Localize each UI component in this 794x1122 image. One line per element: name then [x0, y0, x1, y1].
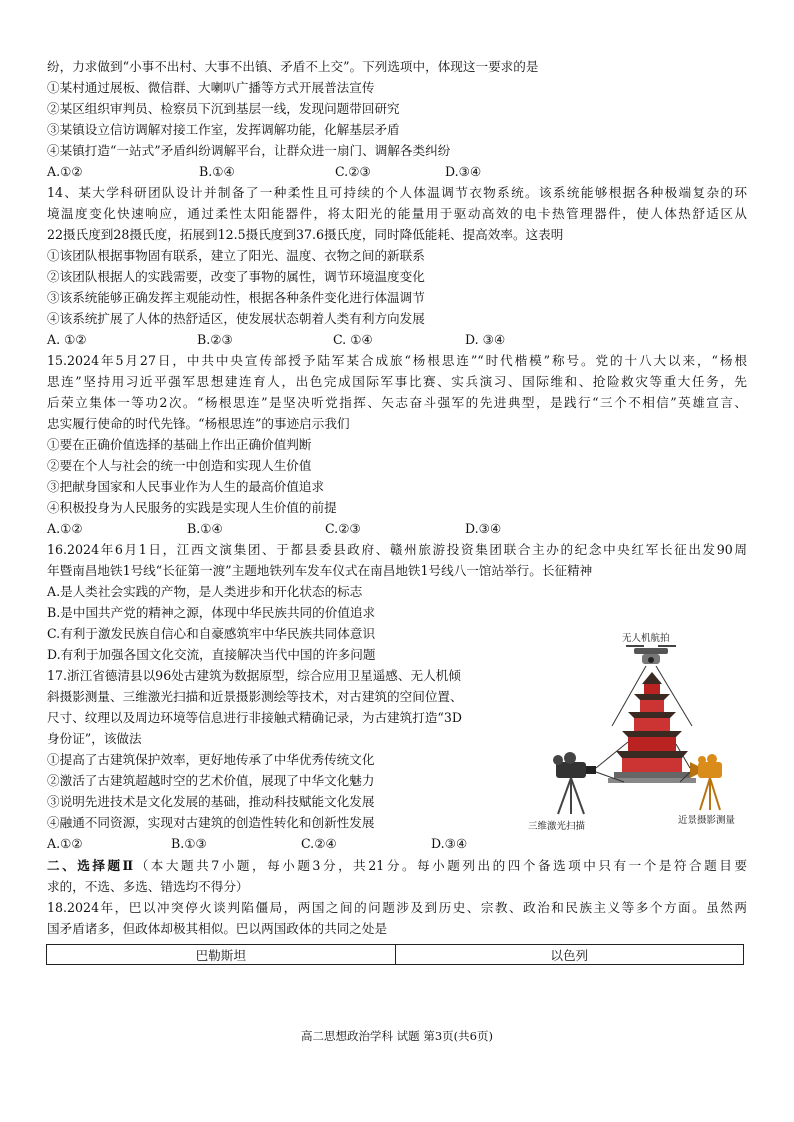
section-2-title: 二、选择题Ⅱ [47, 858, 136, 873]
q17-stem-line-2: 斜摄影测量、三维激光扫描和近景摄影测绘等技术，对古建筑的空间位置、 [47, 689, 463, 704]
section-2-desc-line-2: 求的，不选、多选、错选均不得分） [47, 879, 249, 894]
q14-stem-line-3: 22摄氏度到28摄氏度，拓展到12.5摄氏度到37.6摄氏度，同时降低能耗、提高效率。这表明 [47, 227, 564, 242]
q13-option-a: A.①② [47, 164, 83, 179]
q17-stem-line-4: 身份证”，该做法 [47, 731, 142, 746]
q14-option-b: B.②③ [197, 332, 233, 347]
table-header-israel: 以色列 [395, 945, 744, 965]
q15-statement-2: ②要在个人与社会的统一中创造和实现人生价值 [47, 458, 312, 473]
q15-option-c: C.②③ [325, 521, 361, 536]
table-header-palestine: 巴勒斯坦 [47, 945, 396, 965]
q15-stem-line-2: 思连”坚持用习近平强军思想建连育人，出色完成国际军事比赛、实兵演习、国际维和、抢险救灾等重大任务，先 [47, 374, 747, 389]
q17-option-a: A.①② [47, 836, 83, 851]
q15-option-b: B.①④ [187, 521, 223, 536]
q14-stem-line-1: 14、某大学科研团队设计并制备了一种柔性且可持续的个人体温调节衣物系统。该系统能够根据各种极端复杂的环 [47, 185, 747, 200]
illustration-svg [528, 622, 768, 822]
q13-option-d: D.③④ [445, 164, 482, 179]
q13-statement-2: ②某区组织审判员、检察员下沉到基层一线，发现问题带回研究 [47, 101, 400, 116]
close-range-photo-label: 近景摄影测量 [678, 815, 736, 826]
q17-option-b: B.①③ [171, 836, 207, 851]
q14-statement-4: ④该系统扩展了人体的热舒适区，使发展状态朝着人类有利方向发展 [47, 311, 425, 326]
pagoda-icon [608, 672, 696, 783]
q15-stem-line-1: 15.2024年5月27日，中共中央宣传部授予陆军某合成旅“杨根思连”“时代楷模”称号。党的十八大以来，“杨根 [47, 353, 747, 368]
q18-stem-line-1: 18.2024年，巴以冲突停火谈判陷僵局，两国之间的问题涉及到历史、宗教、政治和民族主义等多个方面。虽然两 [47, 900, 747, 915]
drone-icon [626, 646, 676, 664]
q15-stem-line-4: 忠实履行使命的时代先锋。“杨根思连”的事迹启示我们 [47, 416, 350, 431]
q15-option-a: A.①② [47, 521, 83, 536]
q14-option-d: D. ③④ [465, 332, 506, 347]
section-2-desc-line-1: （本大题共7小题，每小题3分，共21分。每小题列出的四个备选项中只有一个是符合题目要 [135, 858, 747, 873]
q14-statement-1: ①该团队根据事物固有联系，建立了阳光、温度、衣物之间的新联系 [47, 248, 425, 263]
q17-option-c: C.②④ [301, 836, 337, 851]
q17-statement-1: ①提高了古建筑保护效率，更好地传承了中华优秀传统文化 [47, 752, 375, 767]
q17-statement-3: ③说明先进技术是文化发展的基础，推动科技赋能文化发展 [47, 794, 375, 809]
q14-option-c: C. ①④ [333, 332, 373, 347]
q14-statement-3: ③该系统能够正确发挥主观能动性，根据各种条件变化进行体温调节 [47, 290, 425, 305]
drone-label: 无人机航拍 [622, 633, 670, 644]
q15-statement-3: ③把献身国家和人民事业作为人生的最高价值追求 [47, 479, 325, 494]
q13-stem-tail: 纷，力求做到“小事不出村、大事不出镇、矛盾不上交”。下列选项中，体现这一要求的是 [47, 59, 539, 74]
q17-statement-2: ②激活了古建筑超越时空的艺术价值，展现了中华文化魅力 [47, 773, 375, 788]
ancient-building-survey-illustration [528, 622, 768, 832]
q17-option-d: D.③④ [431, 836, 468, 851]
q15-option-d: D.③④ [465, 521, 502, 536]
q17-stem-line-3: 尺寸、纹理以及周边环境等信息进行非接触式精确记录，为古建筑打造“3D [47, 710, 462, 725]
page-footer: 高二思想政治学科 试题 第3页(共6页) [301, 1029, 493, 1043]
q16-option-c: C.有利于激发民族自信心和自豪感筑牢中华民族共同体意识 [47, 626, 376, 641]
q13-option-b: B.①④ [199, 164, 235, 179]
laser-scan-label: 三维激光扫描 [528, 821, 586, 832]
q13-option-c: C.②③ [335, 164, 371, 179]
section-2-heading [47, 855, 747, 876]
q17-stem-line-1: 17.浙江省德清县以96处古建筑为数据原型，综合应用卫星遥感、无人机倾 [47, 668, 461, 683]
q14-option-a: A. ①② [47, 332, 87, 347]
q13-statement-3: ③某镇设立信访调解对接工作室，发挥调解功能，化解基层矛盾 [47, 122, 400, 137]
q13-statement-1: ①某村通过展板、微信群、大喇叭广播等方式开展普法宣传 [47, 80, 375, 95]
q15-statement-1: ①要在正确价值选择的基础上作出正确价值判断 [47, 437, 312, 452]
q15-stem-line-3: 后荣立集体一等功2次。“杨根思连”是坚决听党指挥、矢志奋斗强军的先进典型，是践行“三个不相信”英雄宣言、 [47, 395, 747, 410]
q18-comparison-table [46, 944, 744, 965]
q16-option-d: D.有利于加强各国文化交流，直接解决当代中国的许多问题 [47, 647, 376, 662]
q16-option-a: A.是人类社会实践的产物，是人类进步和开化状态的标志 [47, 584, 363, 599]
q14-stem-line-2: 境温度变化快速响应，通过柔性太阳能器件，将太阳光的能量用于驱动高效的电卡热管理器件，使人体热舒适区从 [47, 206, 747, 221]
laser-scanner-icon [553, 752, 596, 814]
q16-option-b: B.是中国共产党的精神之源，体现中华民族共同的价值追求 [47, 605, 376, 620]
q17-statement-4: ④融通不同资源，实现对古建筑的创造性转化和创新性发展 [47, 815, 375, 830]
q16-stem-line-2: 年暨南昌地铁1号线“长征第一渡”主题地铁列车发车仪式在南昌地铁1号线八一馆站举行。长征精神 [47, 563, 593, 578]
q13-statement-4: ④某镇打造“一站式”矛盾纠纷调解平台，让群众进一扇门、调解各类纠纷 [47, 143, 451, 158]
q16-stem-line-1: 16.2024年6月1日，江西文演集团、于都县委县政府、赣州旅游投资集团联合主办的纪念中央红军长征出发90周 [47, 542, 747, 557]
q14-statement-2: ②该团队根据人的实践需要，改变了事物的属性，调节环境温度变化 [47, 269, 425, 284]
q15-statement-4: ④积极投身为人民服务的实践是实现人生价值的前提 [47, 500, 337, 515]
q18-stem-line-2: 国矛盾诸多，但政体却极其相似。巴以两国政体的共同之处是 [47, 921, 388, 936]
